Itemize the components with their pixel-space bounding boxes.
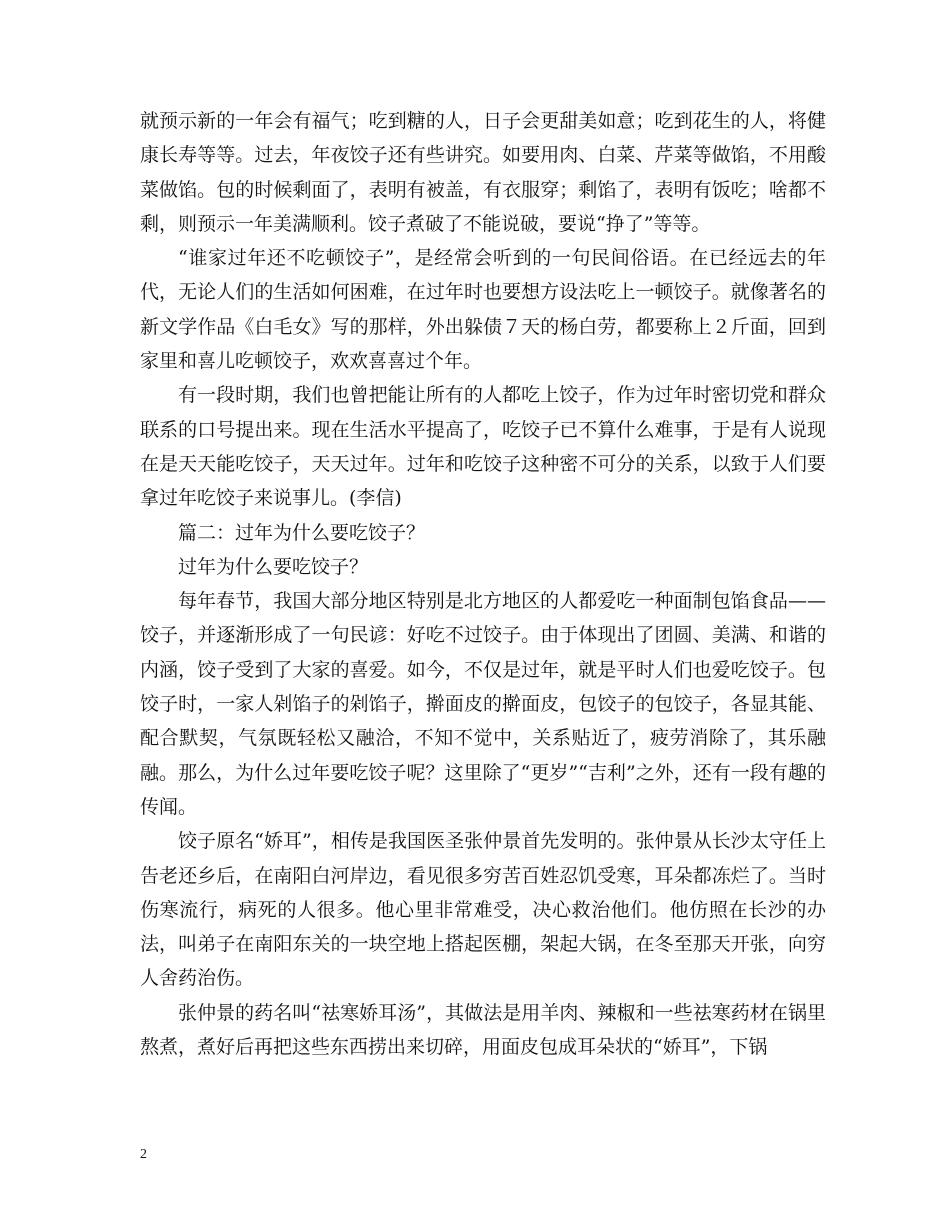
paragraph-jiaoer-origin: 饺子原名“娇耳”，相传是我国医圣张仲景首先发明的。张仲景从长沙太守任上告老还乡后，在南阳白河岸边，看见很多穷苦百姓忍饥受寒，耳朵都冻烂了。当时伤寒流行，病死的人很多。他心里非常难受，决心救治他们。他仿照在长沙的办法，叫弟子在南阳东关的一块空地上搭起医棚，架起大锅，在冬至那天开张，向穷人舍药治伤。 [140, 830, 826, 990]
paragraph-jiaoer-soup: 张仲景的药名叫“祛寒娇耳汤”，其做法是用羊肉、辣椒和一些祛寒药材在锅里熬煮，煮好后再把这些东西捞出来切碎，用面皮包成耳朵状的“娇耳”，下锅 [140, 1001, 826, 1059]
article-title: 过年为什么要吃饺子？ [178, 555, 369, 578]
paragraph-party-slogan: 有一段时期，我们也曾把能让所有的人都吃上饺子，作为过年时密切党和群众联系的口号提出来。现在生活水平提高了，吃饺子已不算什么难事，于是有人说现在是天天能吃饺子，天天过年。过年和吃饺子这种密不可分的关系，以致于人们要拿过年吃饺子来说事儿。(李信) [140, 384, 826, 510]
paragraph-folk-saying: “谁家过年还不吃顿饺子”，是经常会听到的一句民间俗语。在已经远去的年代，无论人们的生活如何困难，在过年时也要想方设法吃上一顿饺子。就像著名的新文学作品《白毛女》写的那样，外出躲债７天的杨白劳，都要称上２斤面，回到家里和喜儿吃顿饺子，欢欢喜喜过个年。 [140, 247, 826, 373]
document-body [140, 104, 826, 1064]
section-heading: 篇二：过年为什么要吃饺子？ [178, 521, 426, 544]
paragraph-spring-festival: 每年春节，我国大部分地区特别是北方地区的人都爱吃一种面制包馅食品——饺子，并逐渐形成了一句民谚：好吃不过饺子。由于体现出了团圆、美满、和谐的内涵，饺子受到了大家的喜爱。如今，不仅是过年，就是平时人们也爱吃饺子。包饺子时，一家人剁馅子的剁馅子，擀面皮的擀面皮，包饺子的包饺子，各显其能、配合默契，气氛既轻松又融洽，不知不觉中，关系贴近了，疲劳消除了，其乐融融。那么，为什么过年要吃饺子呢？这里除了“更岁”“吉利”之外，还有一段有趣的传闻。 [140, 590, 826, 818]
page-number: 2 [140, 1147, 147, 1162]
paragraph-continuation: 就预示新的一年会有福气；吃到糖的人，日子会更甜美如意；吃到花生的人，将健康长寿等等。过去，年夜饺子还有些讲究。如要用肉、白菜、芹菜等做馅，不用酸菜做馅。包的时候剩面了，表明有被盖，有衣服穿；剩馅了，表明有饭吃；啥都不剩，则预示一年美满顺利。饺子煮破了不能说破，要说“挣了”等等。 [140, 110, 826, 235]
